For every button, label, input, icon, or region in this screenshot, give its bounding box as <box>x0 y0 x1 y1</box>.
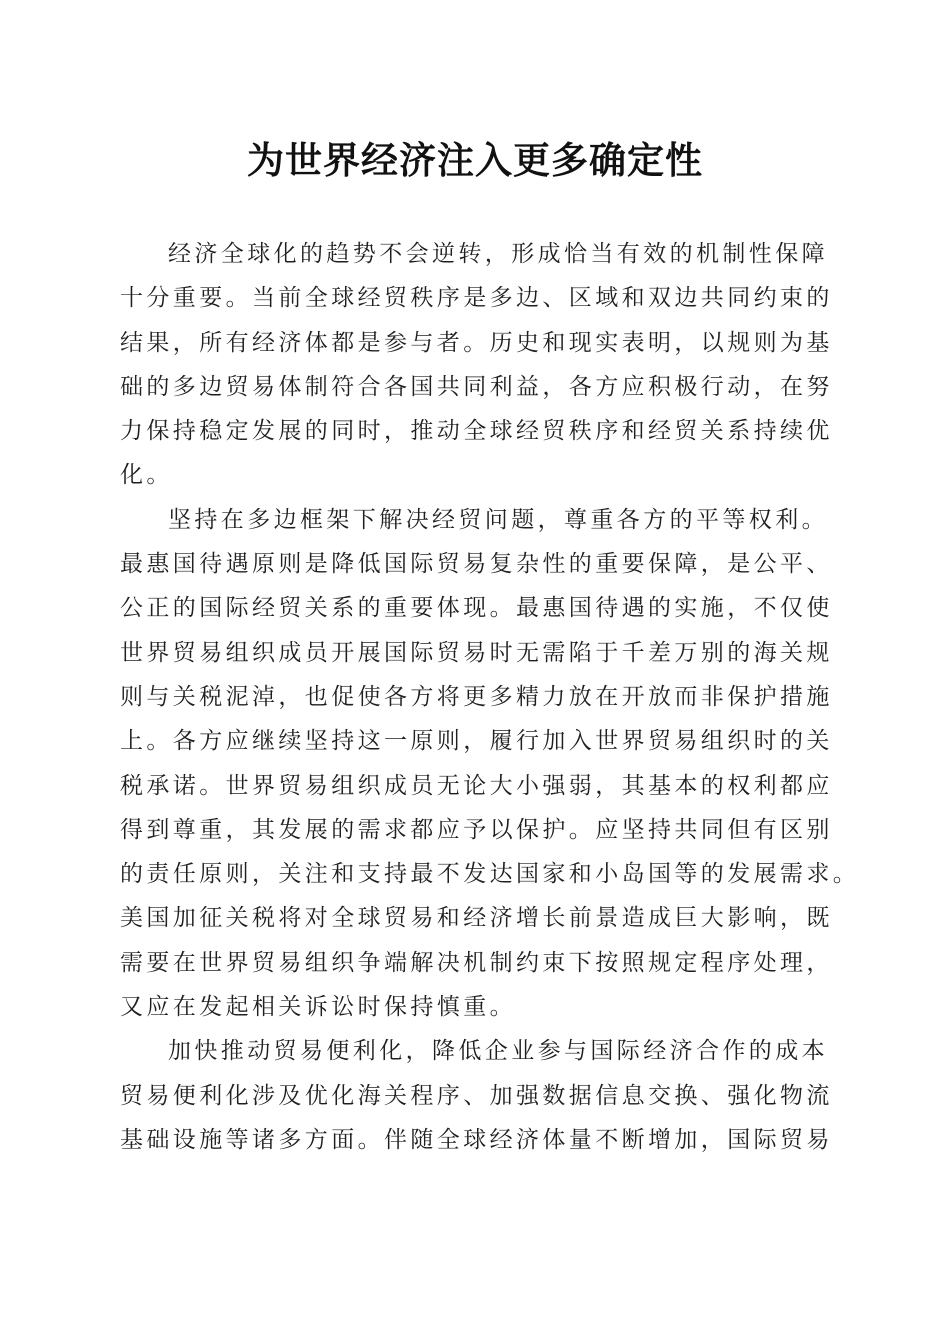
paragraph-2-line-4: 世界贸易组织成员开展国际贸易时无需陷于千差万别的海关规 <box>120 639 833 666</box>
paragraph-3-line-3: 基础设施等诸多方面。伴随全球经济体量不断增加，国际贸易 <box>120 1126 833 1153</box>
paragraph-1-line-2: 十分重要。当前全球经贸秩序是多边、区域和双边共同约束的 <box>120 285 833 312</box>
document-body <box>120 232 860 1162</box>
paragraph-2-line-6: 上。各方应继续坚持这一原则，履行加入世界贸易组织时的关 <box>120 728 833 755</box>
paragraph-2-line-2: 最惠国待遇原则是降低国际贸易复杂性的重要保障，是公平、 <box>120 551 833 578</box>
paragraph-2-line-7: 税承诺。世界贸易组织成员无论大小强弱，其基本的权利都应 <box>120 772 833 799</box>
paragraph-2-line-1: 坚持在多边框架下解决经贸问题，尊重各方的平等权利。 <box>168 506 828 533</box>
paragraph-1-line-5: 力保持稳定发展的同时，推动全球经贸秩序和经贸关系持续优 <box>120 418 833 445</box>
paragraph-2-line-9: 的责任原则，关注和支持最不发达国家和小岛国等的发展需求。 <box>120 861 860 888</box>
paragraph-2-line-3: 公正的国际经贸关系的重要体现。最惠国待遇的实施，不仅使 <box>120 595 833 622</box>
document-title: 为世界经济注入更多确定性 <box>247 138 703 182</box>
paragraph-3-line-1: 加快推动贸易便利化，降低企业参与国际经济合作的成本 <box>168 1038 828 1065</box>
paragraph-1-line-3: 结果，所有经济体都是参与者。历史和现实表明，以规则为基 <box>120 329 833 356</box>
paragraph-1-line-6: 化。 <box>120 462 173 489</box>
paragraph-1-line-4: 础的多边贸易体制符合各国共同利益，各方应积极行动，在努 <box>120 373 833 400</box>
paragraph-1-line-1: 经济全球化的趋势不会逆转，形成恰当有效的机制性保障 <box>168 241 828 267</box>
paragraph-3-line-2: 贸易便利化涉及优化海关程序、加强数据信息交换、强化物流 <box>120 1082 833 1109</box>
paragraph-2-line-10: 美国加征关税将对全球贸易和经济增长前景造成巨大影响，既 <box>120 905 833 932</box>
paragraph-2-line-8: 得到尊重，其发展的需求都应予以保护。应坚持共同但有区别 <box>120 816 833 843</box>
paragraph-2-line-11: 需要在世界贸易组织争端解决机制约束下按照规定程序处理， <box>120 949 833 976</box>
paragraph-2-line-5: 则与关税泥淖，也促使各方将更多精力放在开放而非保护措施 <box>120 683 833 710</box>
paragraph-2-line-12: 又应在发起相关诉讼时保持慎重。 <box>120 994 516 1021</box>
